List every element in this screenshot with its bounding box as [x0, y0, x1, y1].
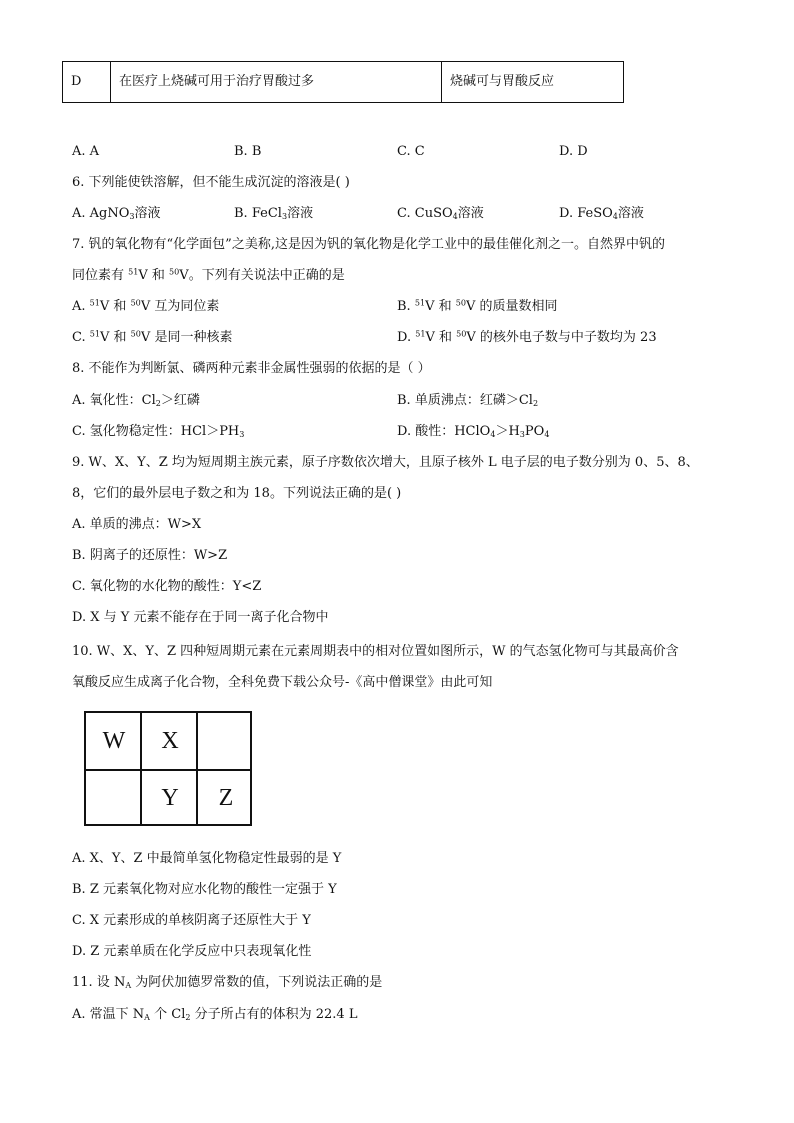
- q9-stem-line2: 8，它们的最外层电子数之和为 18。下列说法正确的是( ): [72, 486, 402, 501]
- q11-option-a: A. 常温下 $N_A$ 个 $Cl_2$ 分子所占有的体积为 22.4 L: [72, 1007, 358, 1022]
- q10-option-a: A. X、Y、Z 中最简单氢化物稳定性最弱的是 Y: [72, 851, 342, 866]
- answer-table-row-d: [62, 61, 624, 103]
- q9-option-c: C. 氧化物的水化物的酸性：Y<Z: [72, 579, 262, 594]
- q7-option-d: D. $^{51}$V 和 $^{50}$V 的核外电子数与中子数均为 23: [397, 329, 657, 345]
- q10-option-b: B. Z 元素氧化物对应水化物的酸性一定强于 Y: [72, 882, 337, 897]
- grid-cell-empty: [86, 770, 142, 826]
- grid-cell-w: W: [102, 728, 126, 754]
- grid-cell-x: X: [161, 728, 179, 754]
- q5-option-b: B. B: [234, 144, 262, 159]
- q8-option-c: C. 氢化物稳定性：$HCl>PH_3$: [72, 424, 245, 439]
- q9-stem-line1: 9. W、X、Y、Z 均为短周期主族元素，原子序数依次增大，且原子核外 L 电子层的电子数分别为 0、5、8、: [72, 455, 699, 470]
- q6-option-a: A. AgNO$_3$溶液: [72, 206, 161, 221]
- q7-option-b: B. $^{51}$V 和 $^{50}$V 的质量数相同: [397, 298, 558, 314]
- q9-option-b: B. 阴离子的还原性：W>Z: [72, 548, 228, 563]
- q10-option-d: D. Z 元素单质在化学反应中只表现氧化性: [72, 944, 312, 959]
- q10-stem-line2: 氧酸反应生成离子化合物，全科免费下载公众号-《高中僧课堂》由此可知: [72, 675, 493, 690]
- q6-option-c: C. CuSO$_4$溶液: [397, 206, 484, 221]
- periodic-position-grid: [84, 711, 252, 826]
- q7-option-a: A. $^{51}$V 和 $^{50}$V 互为同位素: [72, 298, 220, 314]
- table-cell-statement: 在医疗上烧碱可用于治疗胃酸过多: [111, 62, 442, 102]
- q5-option-d: D. D: [559, 144, 588, 159]
- grid-cell-empty: [198, 713, 254, 769]
- q6-stem: 6. 下列能使铁溶解，但不能生成沉淀的溶液是( ): [72, 175, 350, 190]
- q7-stem-line2: 同位素有 $^{51}$V 和 $^{50}$V。下列有关说法中正确的是: [72, 267, 345, 283]
- q11-stem: 11. 设 $N_A$ 为阿伏加德罗常数的值，下列说法正确的是: [72, 975, 383, 990]
- grid-cell-z: Z: [218, 785, 234, 811]
- q7-option-c: C. $^{51}$V 和 $^{50}$V 是同一种核素: [72, 329, 233, 345]
- q7-stem-line1: 7. 钒的氧化物有“化学面包”之美称,这是因为钒的氧化物是化学工业中的最佳催化剂之一。自然界中钒的: [72, 237, 665, 252]
- q5-option-a: A. A: [72, 144, 100, 159]
- q5-option-c: C. C: [397, 144, 425, 159]
- table-cell-option: D: [63, 62, 111, 102]
- q6-option-d: D. FeSO$_4$溶液: [559, 206, 644, 221]
- q8-option-d: D. 酸性：$HClO_4>H_3PO_4$: [397, 424, 550, 439]
- q10-option-c: C. X 元素形成的单核阴离子还原性大于 Y: [72, 913, 311, 928]
- q9-option-d: D. X 与 Y 元素不能存在于同一离子化合物中: [72, 610, 329, 625]
- q9-option-a: A. 单质的沸点：W>X: [72, 517, 202, 532]
- q6-option-b: B. FeCl$_3$溶液: [234, 206, 314, 221]
- table-cell-reason: 烧碱可与胃酸反应: [450, 74, 555, 89]
- q8-option-a: A. 氧化性：$Cl_2>$红磷: [72, 393, 200, 408]
- q8-stem: 8. 不能作为判断氯、磷两种元素非金属性强弱的依据的是（ ）: [72, 361, 431, 376]
- q8-option-b: B. 单质沸点：红磷$>Cl_2$: [397, 393, 539, 408]
- q10-stem-line1: 10. W、X、Y、Z 四种短周期元素在元素周期表中的相对位置如图所示，W 的气态氢化物可与其最高价含: [72, 644, 679, 659]
- grid-cell-y: Y: [161, 785, 179, 811]
